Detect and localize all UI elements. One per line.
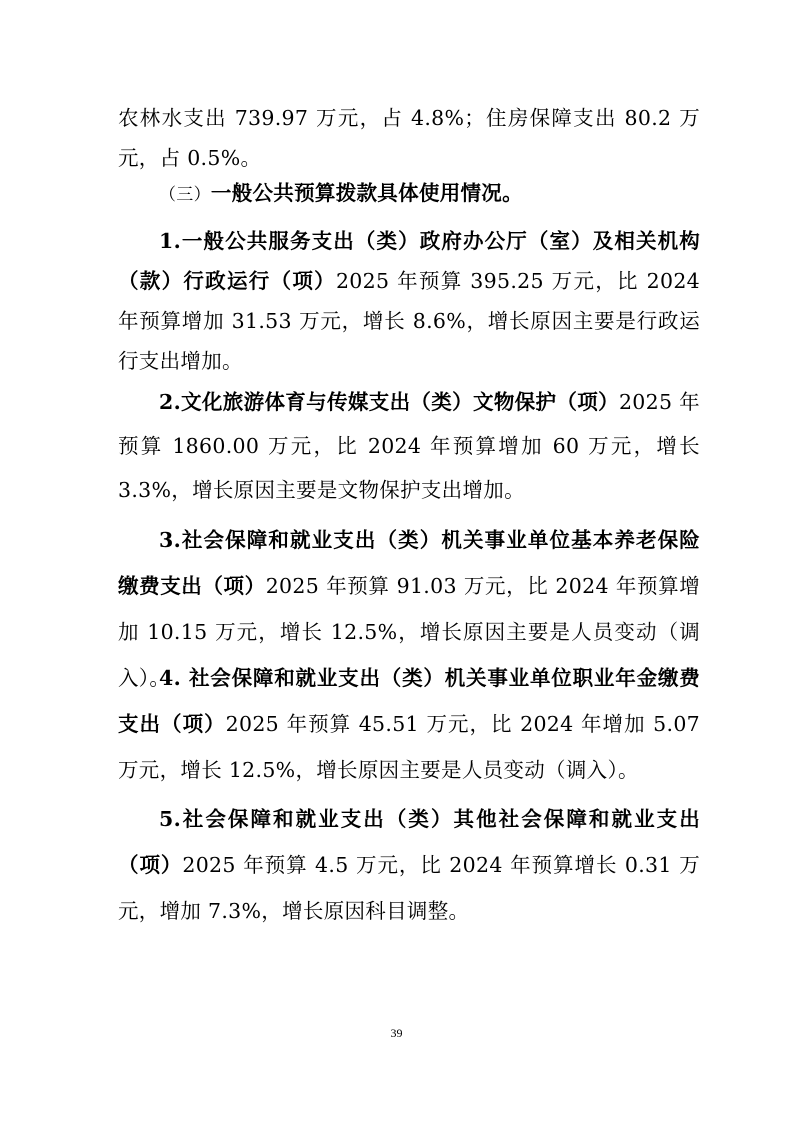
section-heading-prefix: （三） xyxy=(159,185,211,205)
paragraph-continuation xyxy=(118,98,700,178)
section-heading-title: 一般公共预算拨款具体使用情况。 xyxy=(210,181,523,205)
section-heading xyxy=(118,173,700,215)
page-number: 39 xyxy=(390,1026,403,1040)
item-4-body: 2025 年预算 45.51 万元，比 2024 年增加 5.07 万元，增长 12.5%，增长原因主要是人员变动（调入）。 xyxy=(118,712,701,782)
item-1-heading: 1.一般公共服务支出（类）政府办公厅（室）及相关机构（款）行政运行（项） xyxy=(118,229,700,293)
item-5-heading: 5.社会保障和就业支出（类）其他社会保障和就业支出（项） xyxy=(118,807,700,877)
item-4-heading: 4. 社会保障和就业支出（类）机关事业单位职业年金缴费支出（项） xyxy=(118,666,700,736)
paragraph-item-1 xyxy=(118,221,700,381)
paragraph-body: 农林水支出 739.97 万元，占 4.8%；住房保障支出 80.2 万元，占 0.5%。 xyxy=(118,106,700,170)
item-1-body: 2025 年预算 395.25 万元，比 2024 年预算增加 31.53 万元，增长 8.6%，增长原因主要是行政运行支出增加。 xyxy=(118,269,701,373)
item-3-body: 2025 年预算 91.03 万元，比 2024 年预算增加 10.15 万元，增长 12.5%，增长原因主要是人员变动（调入）。 xyxy=(118,574,700,690)
paragraph-item-5 xyxy=(118,796,700,934)
paragraph-item-2 xyxy=(118,380,700,512)
item-2-heading: 2.文化旅游体育与传媒支出（类）文物保护（项） xyxy=(159,390,619,414)
item-2-body: 2025 年预算 1860.00 万元，比 2024 年预算增加 60 万元，增长 3.3%，增长原因主要是文物保护支出增加。 xyxy=(118,390,700,502)
item-5-body: 2025 年预算 4.5 万元，比 2024 年预算增长 0.31 万元，增加 7.3%，增长原因科目调整。 xyxy=(118,853,701,923)
item-3-heading: 3.社会保障和就业支出（类）机关事业单位基本养老保险缴费支出（项） xyxy=(118,528,700,598)
paragraph-item-4 xyxy=(118,655,700,793)
